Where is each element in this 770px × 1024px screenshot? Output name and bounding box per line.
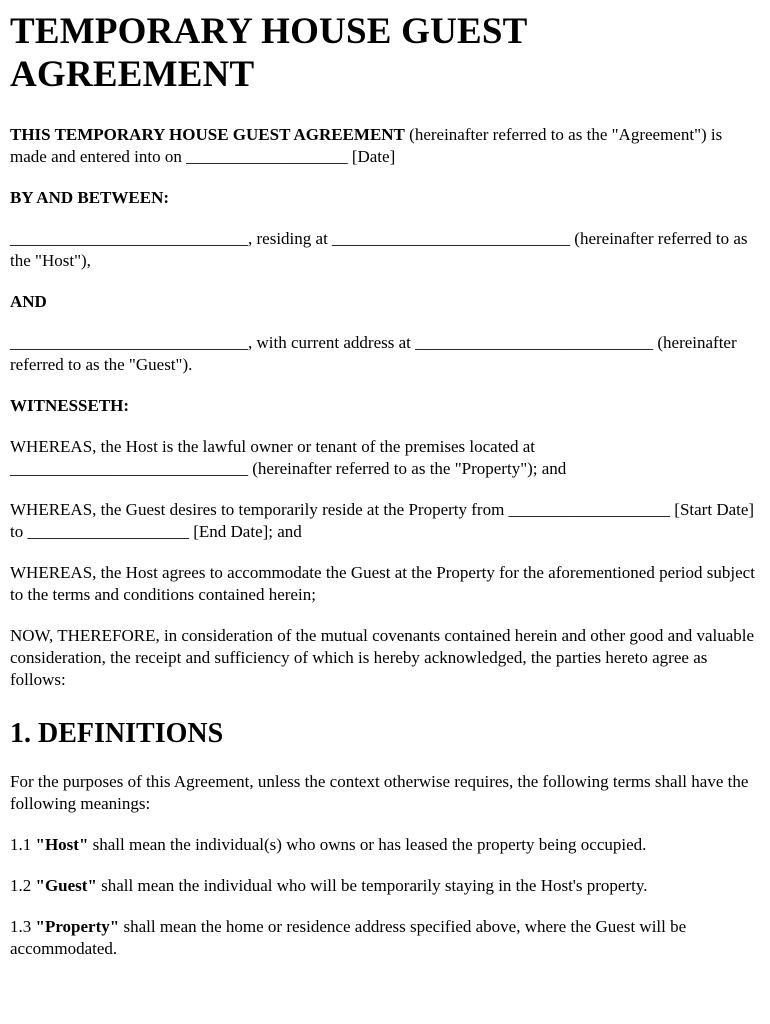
- intro-bold-lead: THIS TEMPORARY HOUSE GUEST AGREEMENT: [10, 125, 405, 144]
- definition-host: [10, 834, 730, 856]
- definition-text: shall mean the individual(s) who owns or has leased the property being occupied.: [88, 835, 647, 854]
- definition-term: "Property": [35, 917, 120, 936]
- definition-number: 1.1: [10, 835, 36, 854]
- definition-term: "Host": [35, 835, 89, 854]
- definition-text: shall mean the home or residence address specified above, where the Guest will be accommodated.: [10, 917, 687, 958]
- now-therefore-clause: NOW, THEREFORE, in consideration of the mutual covenants contained herein and other good and valuable consideration, the receipt and sufficiency of which is hereby acknowledged, the parties hereto agree as follows:: [10, 626, 755, 689]
- definition-number: 1.2: [10, 876, 36, 895]
- definitions-intro: For the purposes of this Agreement, unless the context otherwise requires, the following terms shall have the following meanings:: [10, 772, 749, 813]
- definition-property: [10, 916, 730, 960]
- intro-text: (hereinafter referred to as the "Agreement") is made and entered into on ___________________ [Date]: [10, 125, 723, 166]
- whereas-stay-dates-clause: WHEREAS, the Guest desires to temporarily reside at the Property from ___________________ [Start Date] to ___________________ [End Date]; and: [10, 500, 755, 541]
- and-label: AND: [10, 292, 47, 311]
- section-heading-definitions: 1. DEFINITIONS: [10, 718, 224, 749]
- witnesseth-label: WITNESSETH:: [10, 396, 130, 415]
- definition-number: 1.3: [10, 917, 36, 936]
- guest-party-line: ____________________________, with current address at ____________________________ (hereinafter referred to as the "Guest").: [10, 333, 737, 374]
- definition-text: shall mean the individual who will be temporarily staying in the Host's property.: [96, 876, 648, 895]
- host-party-line: ____________________________, residing at ____________________________ (hereinafter referred to as the "Host"),: [10, 229, 748, 270]
- intro-paragraph: [10, 124, 760, 168]
- whereas-property-clause: WHEREAS, the Host is the lawful owner or tenant of the premises located at ____________________________ (hereinafter referred to as the "Property"); and: [10, 437, 567, 478]
- document-title: TEMPORARY HOUSE GUEST AGREEMENT: [10, 11, 527, 95]
- whereas-accommodation-clause: WHEREAS, the Host agrees to accommodate the Guest at the Property for the aforementioned period subject to the terms and conditions contained herein;: [10, 563, 755, 604]
- by-and-between-label: BY AND BETWEEN:: [10, 188, 170, 207]
- definition-guest: [10, 875, 730, 897]
- definition-term: "Guest": [35, 876, 97, 895]
